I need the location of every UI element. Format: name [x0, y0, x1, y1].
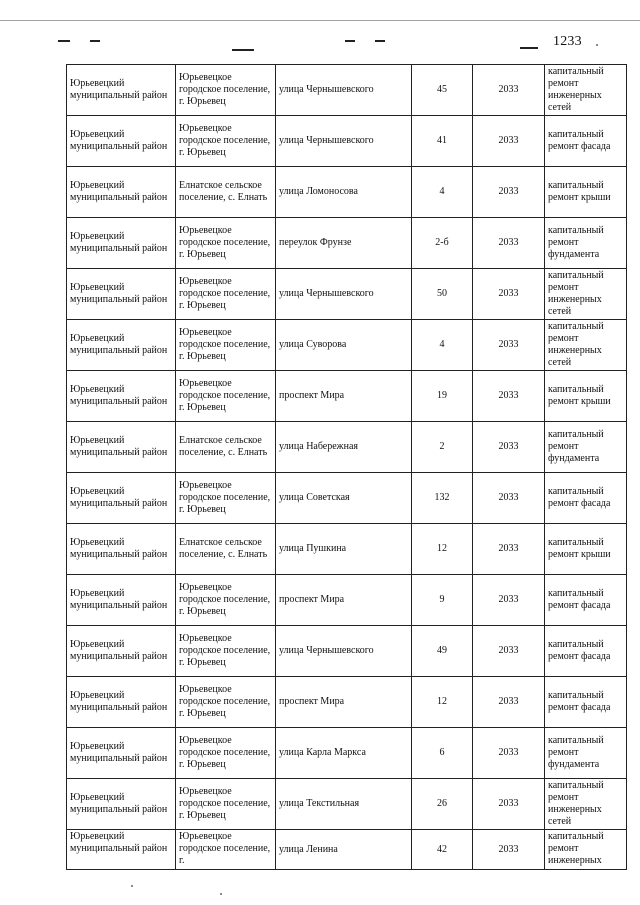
year-cell: 2033 [473, 116, 545, 167]
house-number-cell: 2 [412, 422, 473, 473]
table-row [67, 524, 627, 575]
district-cell: Юрьевецкий муниципальный район [67, 779, 176, 830]
scan-artifact-speck [220, 893, 222, 895]
scan-artifact-dash [345, 40, 355, 42]
district-cell: Юрьевецкий муниципальный район [67, 320, 176, 371]
settlement-cell: Юрьевецкое городское поселение, г. [176, 830, 276, 870]
table-row [67, 116, 627, 167]
district-cell: Юрьевецкий муниципальный район [67, 167, 176, 218]
work-type-cell: капитальный ремонт фасада [545, 116, 627, 167]
settlement-cell: Юрьевецкое городское поселение, г. Юрьевец [176, 779, 276, 830]
table-row [67, 218, 627, 269]
house-number-cell: 12 [412, 524, 473, 575]
year-cell: 2033 [473, 218, 545, 269]
district-cell: Юрьевецкий муниципальный район [67, 116, 176, 167]
table-row [67, 422, 627, 473]
settlement-cell: Юрьевецкое городское поселение, г. Юрьевец [176, 269, 276, 320]
district-cell: Юрьевецкий муниципальный район [67, 830, 176, 870]
settlement-cell: Юрьевецкое городское поселение, г. Юрьевец [176, 116, 276, 167]
street-cell: улица Чернышевского [276, 626, 412, 677]
work-type-cell: капитальный ремонт инженерных сетей [545, 779, 627, 830]
settlement-cell: Юрьевецкое городское поселение, г. Юрьевец [176, 677, 276, 728]
district-cell: Юрьевецкий муниципальный район [67, 728, 176, 779]
house-number-cell: 6 [412, 728, 473, 779]
scan-artifact-dash [58, 40, 70, 42]
year-cell: 2033 [473, 65, 545, 116]
district-cell: Юрьевецкий муниципальный район [67, 422, 176, 473]
street-cell: улица Пушкина [276, 524, 412, 575]
table-row [67, 728, 627, 779]
district-cell: Юрьевецкий муниципальный район [67, 218, 176, 269]
table-row [67, 626, 627, 677]
table-row [67, 830, 627, 870]
year-cell: 2033 [473, 320, 545, 371]
street-cell: улица Суворова [276, 320, 412, 371]
settlement-cell: Юрьевецкое городское поселение, г. Юрьевец [176, 626, 276, 677]
settlement-cell: Юрьевецкое городское поселение, г. Юрьевец [176, 65, 276, 116]
district-cell: Юрьевецкий муниципальный район [67, 269, 176, 320]
year-cell: 2033 [473, 575, 545, 626]
work-type-cell: капитальный ремонт инженерных сетей [545, 65, 627, 116]
house-number-cell: 12 [412, 677, 473, 728]
district-cell: Юрьевецкий муниципальный район [67, 626, 176, 677]
settlement-cell: Елнатское сельское поселение, с. Елнать [176, 167, 276, 218]
settlement-cell: Юрьевецкое городское поселение, г. Юрьевец [176, 473, 276, 524]
work-type-cell: капитальный ремонт фасада [545, 677, 627, 728]
work-type-cell: капитальный ремонт фасада [545, 473, 627, 524]
house-number-cell: 4 [412, 167, 473, 218]
table-body [67, 65, 627, 870]
street-cell: улица Чернышевского [276, 269, 412, 320]
scan-artifact-dash [90, 40, 100, 42]
year-cell: 2033 [473, 779, 545, 830]
district-cell: Юрьевецкий муниципальный район [67, 371, 176, 422]
house-number-cell: 26 [412, 779, 473, 830]
house-number-cell: 132 [412, 473, 473, 524]
district-cell: Юрьевецкий муниципальный район [67, 65, 176, 116]
work-type-cell: капитальный ремонт фасада [545, 626, 627, 677]
district-cell: Юрьевецкий муниципальный район [67, 575, 176, 626]
street-cell: улица Ломоносова [276, 167, 412, 218]
year-cell: 2033 [473, 422, 545, 473]
year-cell: 2033 [473, 626, 545, 677]
work-type-cell: капитальный ремонт крыши [545, 371, 627, 422]
house-number-cell: 50 [412, 269, 473, 320]
table-row [67, 320, 627, 371]
year-cell: 2033 [473, 269, 545, 320]
house-number-cell: 42 [412, 830, 473, 870]
street-cell: улица Набережная [276, 422, 412, 473]
year-cell: 2033 [473, 371, 545, 422]
table-row [67, 473, 627, 524]
table-row [67, 65, 627, 116]
district-cell: Юрьевецкий муниципальный район [67, 524, 176, 575]
year-cell: 2033 [473, 728, 545, 779]
house-number-cell: 9 [412, 575, 473, 626]
house-number-cell: 4 [412, 320, 473, 371]
settlement-cell: Юрьевецкое городское поселение, г. Юрьевец [176, 575, 276, 626]
street-cell: проспект Мира [276, 677, 412, 728]
street-cell: улица Текстильная [276, 779, 412, 830]
scan-artifact-speck [596, 44, 598, 46]
work-type-cell: капитальный ремонт крыши [545, 524, 627, 575]
district-cell: Юрьевецкий муниципальный район [67, 473, 176, 524]
table-row [67, 269, 627, 320]
year-cell: 2033 [473, 830, 545, 870]
street-cell: переулок Фрунзе [276, 218, 412, 269]
page-number: 1233 [553, 34, 582, 49]
house-number-cell: 41 [412, 116, 473, 167]
work-type-cell: капитальный ремонт фундамента [545, 422, 627, 473]
district-cell: Юрьевецкий муниципальный район [67, 677, 176, 728]
work-type-cell: капитальный ремонт фундамента [545, 218, 627, 269]
table-row [67, 575, 627, 626]
work-type-cell: капитальный ремонт инженерных сетей [545, 320, 627, 371]
house-number-cell: 19 [412, 371, 473, 422]
settlement-cell: Юрьевецкое городское поселение, г. Юрьевец [176, 320, 276, 371]
house-number-cell: 49 [412, 626, 473, 677]
work-type-cell: капитальный ремонт крыши [545, 167, 627, 218]
street-cell: проспект Мира [276, 575, 412, 626]
settlement-cell: Елнатское сельское поселение, с. Елнать [176, 422, 276, 473]
table-row [67, 779, 627, 830]
year-cell: 2033 [473, 473, 545, 524]
year-cell: 2033 [473, 677, 545, 728]
settlement-cell: Юрьевецкое городское поселение, г. Юрьевец [176, 728, 276, 779]
settlement-cell: Юрьевецкое городское поселение, г. Юрьевец [176, 218, 276, 269]
street-cell: улица Чернышевского [276, 116, 412, 167]
scan-artifact-line [0, 20, 640, 21]
house-number-cell: 45 [412, 65, 473, 116]
work-type-cell: капитальный ремонт фундамента [545, 728, 627, 779]
table-row [67, 371, 627, 422]
street-cell: улица Чернышевского [276, 65, 412, 116]
scan-artifact-dash [232, 49, 254, 51]
year-cell: 2033 [473, 167, 545, 218]
street-cell: проспект Мира [276, 371, 412, 422]
settlement-cell: Юрьевецкое городское поселение, г. Юрьевец [176, 371, 276, 422]
scan-artifact-dash [375, 40, 385, 42]
street-cell: улица Советская [276, 473, 412, 524]
scan-artifact-speck [131, 885, 133, 887]
housing-repair-table [66, 64, 627, 870]
street-cell: улица Карла Маркса [276, 728, 412, 779]
scan-artifact-dash [520, 47, 538, 49]
work-type-cell: капитальный ремонт фасада [545, 575, 627, 626]
table-row [67, 677, 627, 728]
work-type-cell: капитальный ремонт инженерных [545, 830, 627, 870]
settlement-cell: Елнатское сельское поселение, с. Елнать [176, 524, 276, 575]
year-cell: 2033 [473, 524, 545, 575]
house-number-cell: 2-б [412, 218, 473, 269]
street-cell: улица Ленина [276, 830, 412, 870]
work-type-cell: капитальный ремонт инженерных сетей [545, 269, 627, 320]
table-row [67, 167, 627, 218]
